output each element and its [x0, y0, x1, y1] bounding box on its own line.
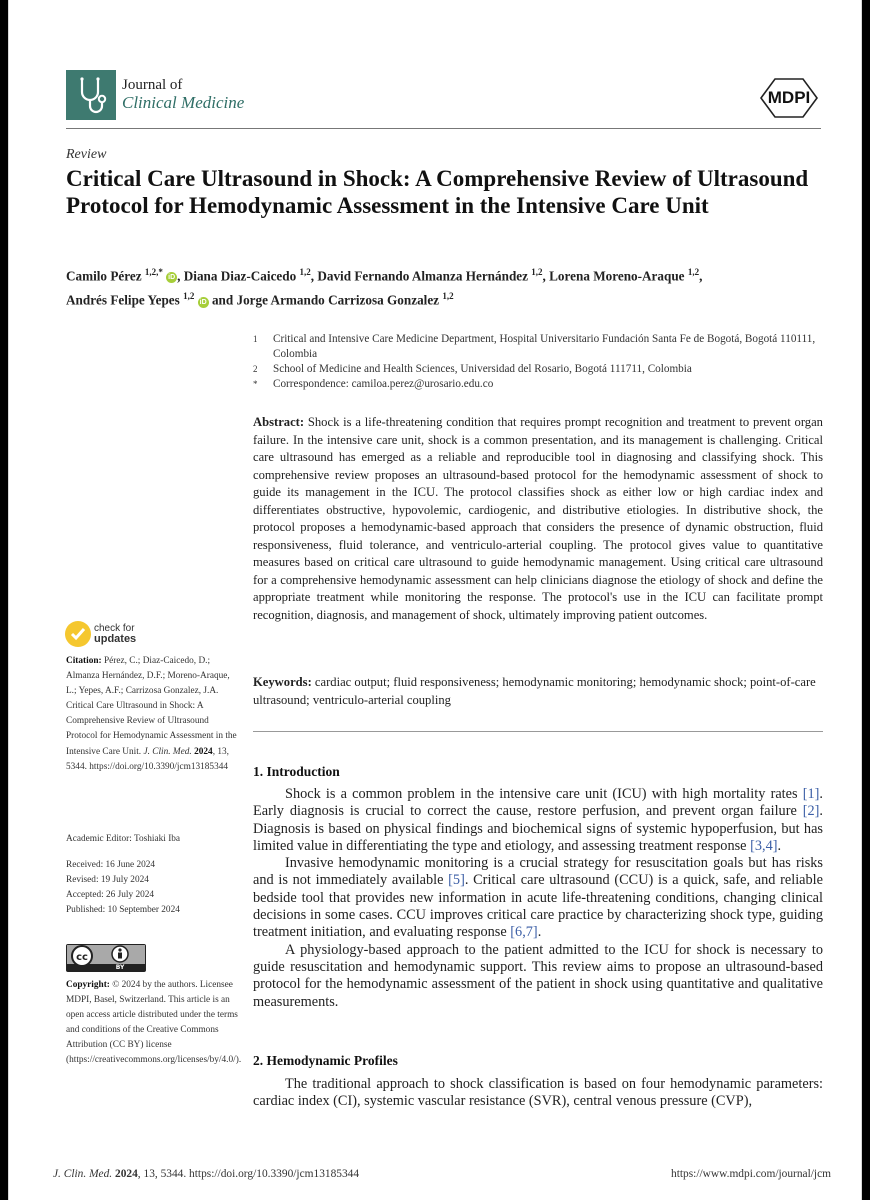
author-affiliation-mark: 1,2 [299, 267, 311, 277]
paper-page [8, 0, 862, 1200]
author-name[interactable]: , Lorena Moreno-Araque [542, 268, 688, 284]
journal-logo [66, 70, 116, 120]
citation-link[interactable]: [5] [448, 872, 465, 889]
cc-by-badge[interactable] [66, 944, 146, 972]
author-list [66, 262, 826, 311]
citation-journal: J. Clin. Med. [143, 746, 192, 757]
publication-dates [66, 858, 241, 918]
citation-block [66, 654, 241, 775]
section2-body [253, 1076, 823, 1111]
orcid-icon[interactable]: iD [168, 274, 176, 282]
journal-name-line2: Clinical Medicine [122, 93, 245, 112]
citation-doi[interactable]: , 13, 5344. https://doi.org/10.3390/jcm13185344 [66, 746, 229, 772]
copyright-label: Copyright: [66, 980, 110, 990]
keywords-label: Keywords: [253, 675, 312, 689]
footer-citation [53, 1168, 359, 1180]
affiliation-text: School of Medicine and Health Sciences, Universidad del Rosario, Bogotá 111711, Colombia [273, 363, 692, 375]
journal-name [122, 76, 244, 112]
date-received: Received: 16 June 2024 [66, 860, 156, 870]
paragraph: The traditional approach to shock classification is based on four hemodynamic parameters: cardiac index (CI), systemic vascular resistance (SVR), central venous pressure (CVP), [253, 1076, 823, 1110]
journal-name-line1: Journal of [122, 77, 183, 93]
page-footer [53, 1168, 831, 1180]
keywords [253, 674, 823, 709]
paragraph-text: . Diagnosis is based on physical findings and biochemical signs of systemic hypoperfusion, but has limited value in differentiating the type and etiology, and assessing treatment response [253, 803, 823, 854]
affiliation-mark: * [253, 379, 258, 389]
date-revised: Revised: 19 July 2024 [66, 875, 149, 886]
paragraph-text: . Early diagnosis is crucial to correct the cause, restore perfusion, and prevent organ failure [253, 786, 823, 820]
footer-year: 2024 [115, 1168, 138, 1180]
affiliation-item [253, 377, 823, 392]
citation-link[interactable]: [1] [802, 786, 820, 802]
affiliation-item [253, 332, 823, 362]
citation-text: Pérez, C.; Diaz-Caicedo, D.; Almanza Hernández, D.F.; Moreno-Araque, L.; Yepes, A.F.; Carrizosa Gonzalez, J.A. Critical Care Ultrasound in Shock: A Comprehensive Review of Ultrasound Protocol for Hemodynamic Assessment in the Intensive Care Unit. [66, 656, 237, 757]
citation-link[interactable]: [6,7] [510, 924, 538, 941]
author-affiliation-mark: 1,2 [531, 267, 543, 277]
date-published: Published: 10 September 2024 [66, 905, 180, 916]
author-name[interactable]: and Jorge Armando Carrizosa Gonzalez [208, 292, 443, 308]
abstract [253, 414, 823, 624]
footer-doi[interactable]: , 13, 5344. https://doi.org/10.3390/jcm13185344 [137, 1168, 360, 1180]
author-affiliation-mark: 1,2 [687, 267, 700, 277]
paragraph-text: Invasive hemodynamic monitoring is a crucial strategy for resuscitation goals but has risks and is not immediately available [253, 855, 823, 889]
author-affiliation-mark: 1,2 [442, 291, 454, 302]
cc-license-icon [66, 944, 146, 972]
affiliation-mark: 2 [253, 364, 258, 374]
footer-journal-url[interactable]: https://www.mdpi.com/journal/jcm [671, 1168, 831, 1180]
affiliation-item [253, 362, 823, 377]
paragraph-text: . [777, 837, 782, 854]
section-heading-introduction: 1. Introduction [253, 764, 340, 779]
abstract-label: Abstract: [253, 415, 305, 429]
paragraph-text: . Critical care ultrasound (CCU) is a quick, safe, and reliable bedside tool that provides new information in acute life-threatening conditions, changing clinical decisions in some cases. CCU improves critical care practice by characterizing shock type, guiding treatment initiation, and evaluating response [253, 872, 823, 941]
author-separator: , [699, 268, 703, 284]
mdpi-logo [757, 78, 821, 118]
affiliations [253, 332, 823, 392]
check-for-updates-icon[interactable] [65, 621, 91, 647]
stethoscope-icon [66, 70, 116, 120]
orcid-icon[interactable]: iD [199, 298, 207, 306]
introduction-body [253, 786, 823, 1011]
article-title: Critical Care Ultrasound in Shock: A Comprehensive Review of Ultrasound Protocol for Hemodynamic Assessment in the Intensive Care Unit [66, 166, 809, 218]
check-for-updates[interactable] [94, 623, 136, 645]
correspondence-text[interactable]: Correspondence: camiloa.perez@urosario.edu.co [273, 378, 494, 390]
keywords-text: cardiac output; fluid responsiveness; hemodynamic monitoring; hemodynamic shock; point-of-care ultrasound; ventriculo-arterial coupling [253, 675, 816, 707]
mdpi-logo-text: MDPI [767, 88, 811, 107]
copyright-text: © 2024 by the authors. Licensee MDPI, Basel, Switzerland. This article is an open access article distributed under the terms and conditions of the Creative Commons Attribution (CC BY) license (https://creativecommons.org/licenses/by/4.0/). [66, 980, 242, 1066]
author-name[interactable]: , David Fernando Almanza Hernández [310, 268, 532, 284]
checkmark-icon [65, 621, 91, 647]
section-heading-hemodynamic-profiles: 2. Hemodynamic Profiles [253, 1053, 398, 1068]
header-rule [66, 128, 821, 129]
affiliation-mark: 1 [253, 334, 258, 344]
paragraph [253, 855, 823, 941]
abstract-text: Shock is a life-threatening condition that requires prompt recognition and treatment to prevent organ failure. In the intensive care unit, shock is a common presentation, and its management is challenging. Critical care ultrasound has emerged as a reliable and reproducible tool in diagnosing and classifying shock. This comprehensive review proposes an ultrasound-based protocol for the hemodynamic assessment of shock to guide its management in the ICU. The protocol classifies shock as either low or high cardiac index and differentiates obstructive, hypovolemic, cardiogenic, and distributive etiologies. In distributive shock, the protocol proposes a hemodynamic-based approach that considers the presence of dynamic obstruction, fluid responsiveness, fluid tolerance, and ventriculo-arterial coupling. The protocol gives value to quantitative measures based on critical care ultrasound to guide hemodynamic management. Using critical care ultrasound for a comprehensive hemodynamic assessment can help clinicians diagnose the etiology of shock and define the appropriate treatment while monitoring the response. The protocol's use in the ICU can facilitate prompt recognition, diagnosis, and management of shock, ultimately improving patient outcomes. [253, 415, 823, 622]
citation-link[interactable]: [2] [802, 803, 820, 820]
academic-editor: Academic Editor: Toshiaki Iba [66, 834, 181, 844]
date-accepted: Accepted: 26 July 2024 [66, 890, 155, 901]
citation-year: 2024 [194, 746, 213, 757]
check-for-updates-line2: updates [94, 633, 137, 645]
paragraph-text: Shock is a common problem in the intensive care unit (ICU) with high mortality rates [285, 786, 803, 802]
author-affiliation-mark: 1,2,* [144, 267, 163, 277]
paragraph [253, 786, 823, 855]
svg-text:cc: cc [76, 952, 88, 963]
footer-journal: J. Clin. Med. [53, 1168, 113, 1180]
author-line-2 [66, 286, 826, 310]
citation-label: Citation: [66, 656, 102, 666]
paragraph: A physiology-based approach to the patient admitted to the ICU for shock is necessary to guide resuscitation and hemodynamic support. This review aims to propose an ultrasound-based protocol for the hemodynamic assessment of the patient in shock using quantitative and qualitative measurements. [253, 941, 823, 1010]
cc-by-label: BY [115, 964, 125, 971]
section-divider [253, 731, 823, 732]
citation-link[interactable]: [3,4] [750, 837, 778, 854]
copyright-block [66, 978, 241, 1069]
article-type: Review [66, 147, 107, 162]
author-name[interactable]: , Diana Diaz-Caicedo [177, 268, 300, 284]
author-affiliation-mark: 1,2 [183, 291, 195, 302]
check-for-updates-line1: check for [94, 623, 135, 634]
author-line-1 [66, 262, 826, 286]
author-name[interactable]: Andrés Felipe Yepes [66, 292, 184, 308]
author-name[interactable]: Camilo Pérez [66, 268, 145, 284]
affiliation-text: Critical and Intensive Care Medicine Department, Hospital Universitario Fundación Santa Fe de Bogotá, Bogotá 110111, Colombia [273, 333, 816, 360]
paragraph-text: . [537, 924, 542, 941]
